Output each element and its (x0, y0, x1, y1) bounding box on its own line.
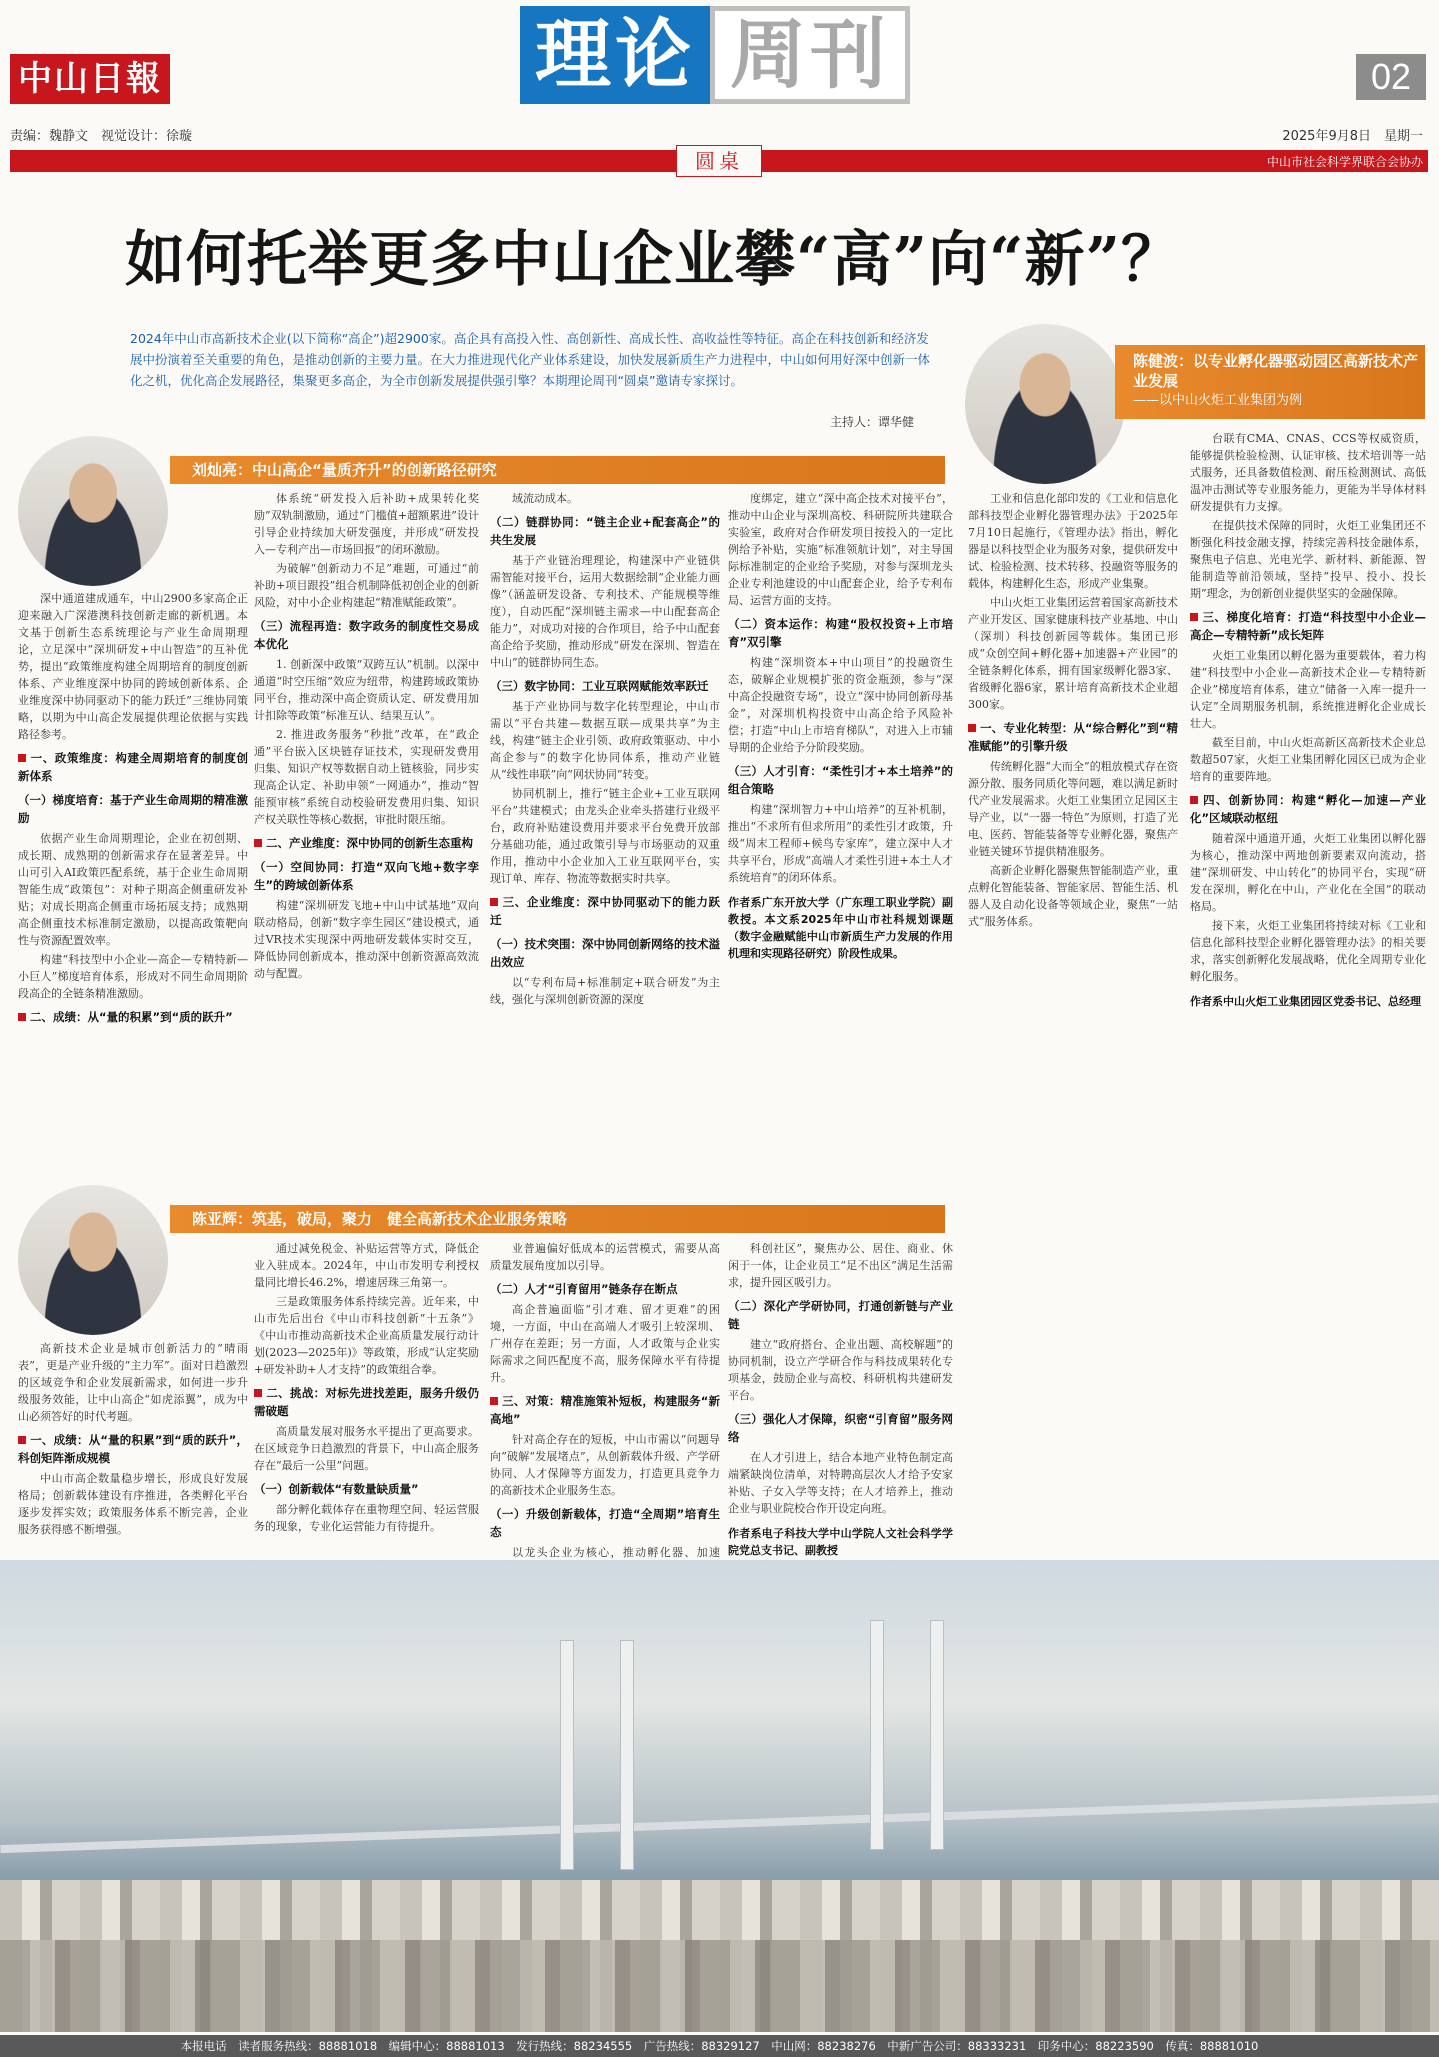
body-paragraph: 协同机制上，推行“链主企业+工业互联网平台”共建模式；由龙头企业牵头搭建行业级平台，政府补贴建设费用并要求平台免费开放部分基础功能，通过政策引导与市场驱动的双重作用，推动中小企业加入工业互联网平台，实现订单、库存、物流等数据实时共享。 (490, 787, 720, 885)
body-paragraph: 接下来，火炬工业集团将持续对标《工业和信息化部科技型企业孵化器管理办法》的相关要求，落实创新孵化发展战略，优化全周期专业化孵化服务。 (1190, 919, 1426, 983)
section-brand-right: 周刊 (710, 6, 910, 104)
section-heading (490, 1392, 720, 1428)
section-marker-icon (18, 1013, 26, 1021)
organizer-credit: 中山市社会科学界联合会协办 (1266, 155, 1423, 169)
section-marker-icon (1190, 796, 1198, 804)
body-paragraph: 依据产业生命周期理论，企业在初创期、成长期、成熟期的创新需求存在显著差异。中山可引入AI政策匹配系统，基于企业生命周期智能生成“政策包”：对种子期高企侧重研发补贴；对成长期高企侧重市场拓展支持；成熟期高企侧重技术标准制定激励，以提高政策靶向性与资源配置效率。 (18, 832, 248, 947)
column-name: 圆桌 (676, 145, 762, 177)
bridge-cityscape-photo (0, 1560, 1439, 2032)
bridge-tower (620, 1640, 634, 1870)
section-heading (490, 893, 720, 929)
section-heading (1190, 791, 1426, 827)
subsection-heading: （三）数字协同：工业互联网赋能效率跃迁 (490, 679, 709, 693)
section-heading-text: 四、创新协同：构建“孵化—加速—产业化”区域联动枢纽 (1190, 793, 1426, 825)
section-marker-icon (254, 839, 262, 847)
subsection-heading: （一）创新载体“有数量缺质量” (254, 1482, 419, 1496)
body-paragraph: 中山火炬工业集团运营着国家高新技术产业开发区、国家健康科技产业基地、中山（深圳）科技创新园等载体。集团已形成“众创空间+孵化器+加速器+产业园”的全链条孵化体系，拥有国家级孵化器3家、省级孵化器6家，累计培育高新技术企业超300家。 (968, 596, 1178, 711)
section-heading-text: 三、梯度化培育：打造“科技型中小企业—高企—专精特新”成长矩阵 (1190, 610, 1426, 642)
article-column (254, 490, 479, 1190)
subsection-heading: （三）流程再造：数字政务的制度性交易成本优化 (254, 619, 479, 651)
body-paragraph: 高企普遍面临“引才难、留才更难”的困境，一方面，中山在高端人才吸引上较深圳、广州存在差距；另一方面，人才政策与企业实际需求之间匹配度不高，服务保障水平有待提升。 (490, 1303, 720, 1384)
body-paragraph: 传统孵化器“大而全”的粗放模式存在资源分散、服务同质化等问题，难以满足新时代产业发展需求。火炬工业集团立足园区主导产业，以“一器一特色”为原则，打造了光电、医药、智能装备等专业孵化器，聚焦产业链关键环节提供精准服务。 (968, 760, 1178, 858)
article-column (490, 490, 720, 1190)
subsection-heading: （二）深化产学研协同，打通创新链与产业链 (728, 1299, 953, 1331)
article-column (490, 1240, 720, 1580)
body-paragraph: 通过减免税金、补贴运营等方式，降低企业入驻成本。2024年，中山市发明专利授权量同比增长46.2%，增速居珠三角第一。 (254, 1242, 479, 1289)
bridge-deck (0, 1795, 1438, 1853)
speaker-heading-chenjian (1115, 345, 1425, 419)
editors-line: 责编：魏静文 视觉设计：徐璇 (10, 129, 193, 144)
portrait-chen-yahui (18, 1185, 168, 1335)
speaker-heading-chenjian-title: 陈健波：以专业孵化器驱动园区高新技术产业发展 (1133, 352, 1419, 390)
section-heading (254, 1384, 479, 1420)
body-paragraph: 在人才引进上，结合本地产业特色制定高端紧缺岗位清单，对特聘高层次人才给予安家补贴、子女入学等支持；在人才培养上，推动企业与职业院校合作开设定向班。 (728, 1451, 953, 1515)
body-paragraph: 工业和信息化部印发的《工业和信息化部科技型企业孵化器管理办法》于2025年7月10日起施行，《管理办法》指出，孵化器是以科技型企业为服务对象，提供研发中试、检验检测、技术转移、投融资等服务的载体，构建孵化生态，形成产业集聚。 (968, 492, 1178, 590)
section-marker-icon (968, 724, 976, 732)
body-paragraph: 体系统“研发投入后补助+成果转化奖励”双轨制激励，通过“门槛值+超额累进”设计引导企业持续加大研发强度，并形成“研发投入—专利产出—市场回报”的闭环激励。 (254, 492, 479, 556)
portrait-chen-jianbo (965, 324, 1125, 484)
city-foreground (0, 1940, 1439, 2032)
section-marker-icon (18, 1436, 26, 1444)
section-heading-text: 三、对策：精准施策补短板，构建服务“新高地” (490, 1394, 720, 1426)
section-marker-icon (490, 898, 498, 906)
body-paragraph: 基于产业协同与数字化转型理论，中山市需以“平台共建—数据互联—成果共享”为主线，构建“链主企业引领、政府政策驱动、中小高企参与”的数字化协同体系，推动产业链从“线性串联”向“网状协同”转变。 (490, 700, 720, 781)
body-paragraph: 随着深中通道开通，火炬工业集团以孵化器为核心，推动深中两地创新要素双向流动，搭建“深圳研发、中山转化”的协同平台，实现“研发在深圳，孵化在中山，产业化在全国”的联动格局。 (1190, 832, 1426, 913)
page-number: 02 (1356, 54, 1426, 100)
section-heading-text: 二、产业维度：深中协同的创新生态重构 (266, 836, 473, 850)
body-paragraph: 2. 推进政务服务“秒批”改革，在“政企通”平台嵌入区块链存证技术，实现研发费用归集、知识产权等数据自动上链核验，同步实现高企认定、补助申领“一网通办”，推动“智能预审核”系统自动校验研发费用归集、知识产权关联性等核心数据，审批时限压缩。 (254, 728, 479, 826)
body-paragraph: 深中通道建成通车，中山2900多家高企正迎来融入广深港澳科技创新走廊的新机遇。本文基于创新生态系统理论与产业生命周期理论，立足深中“深圳研发+中山智造”的互补优势，提出“政策维度构建全周期培育的制度创新体系、产业维度深中协同的跨域创新体系、企业维度深中协同驱动下的能力跃迁”三维协同策略，以期为中山高企发展提供理论依据与实践路径参考。 (18, 592, 248, 741)
section-heading (254, 834, 479, 852)
speaker-heading-chen: 陈亚辉：筑基，破局，聚力 健全高新技术企业服务策略 (170, 1205, 945, 1233)
body-paragraph: 针对高企存在的短板，中山市需以“问题导向”破解“发展堵点”，从创新载体升级、产学研协同、人才保障等方面发力，打造更具竞争力的高新技术企业服务生态。 (490, 1433, 720, 1497)
section-marker-icon (18, 754, 26, 762)
section-brand-left: 理论 (520, 6, 710, 104)
article-column (728, 1240, 953, 1580)
page-title: 如何托举更多中山企业攀“高”向“新”？ (125, 225, 1183, 295)
body-paragraph: 以“专利布局+标准制定+联合研发”为主线，强化与深圳创新资源的深度 (490, 976, 720, 1006)
section-marker-icon (254, 1389, 262, 1397)
body-paragraph: 1. 创新深中政策“双跨互认”机制。以深中通道“时空压缩”效应为纽带，构建跨域政策协同平台，推动深中高企资质认定、研发费用加计扣除等政策“标准互认、结果互认”。 (254, 658, 479, 722)
subsection-heading: （一）升级创新载体，打造“全周期”培育生态 (490, 1507, 720, 1539)
section-heading-text: 二、挑战：对标先进找差距，服务升级仍需破题 (254, 1386, 479, 1418)
section-heading (18, 1431, 248, 1467)
article-column (18, 590, 248, 1190)
bridge-tower (930, 1620, 944, 1850)
author-note: 作者系中山火炬工业集团园区党委书记、总经理 (1190, 995, 1421, 1008)
article-column (18, 1340, 248, 1580)
speaker-heading-liu: 刘灿亮：中山高企“量质齐升”的创新路径研究 (170, 456, 945, 484)
speaker-heading-chenjian-subtitle: ——以中山火炬工业集团为例 (1133, 393, 1303, 408)
body-paragraph: 以龙头企业为核心，推动孵化器、加速 (512, 1546, 720, 1559)
article-column (254, 1240, 479, 1580)
subsection-heading: （三）强化人才保障，织密“引育留”服务网络 (728, 1412, 953, 1444)
section-heading (18, 1008, 248, 1026)
subsection-heading: （一）空间协同：打造“双向飞地+数字孪生”的跨域创新体系 (254, 860, 479, 892)
subsection-heading: （二）人才“引育留用”链条存在断点 (490, 1282, 678, 1296)
body-paragraph: 高质量发展对服务水平提出了更高要求。在区域竞争日趋激烈的背景下，中山高企服务存在“最后一公里”问题。 (254, 1425, 479, 1472)
newspaper-logo: 中山日報 (10, 54, 170, 104)
host-credit: 主持人：谭华健 (830, 415, 915, 429)
body-paragraph: 在提供技术保障的同时，火炬工业集团还不断强化科技金融支撑，持续完善科技金融体系，聚焦电子信息、光电光学、新材料、新能源、智能制造等前沿领域，坚持“投早、投小、投长期”理念，为创新创业提供坚实的金融保障。 (1190, 519, 1426, 600)
subsection-heading: （一）技术突围：深中协同创新网络的技术溢出效应 (490, 937, 720, 969)
section-heading-text: 二、成绩：从“量的积累”到“质的跃升” (30, 1010, 233, 1024)
body-paragraph: 三是政策服务体系持续完善。近年来，中山市先后出台《中山市科技创新“十五条”》《中山市推动高新技术企业高质量发展行动计划(2023—2025年)》等政策，形成“认定奖励+研发补助+人才支持”的政策组合拳。 (254, 1295, 479, 1376)
section-heading-text: 三、企业维度：深中协同驱动下的能力跃迁 (490, 895, 720, 927)
article-column (1190, 430, 1426, 1580)
body-paragraph: 度绑定，建立“深中高企技术对接平台”，推动中山企业与深圳高校、科研院所共建联合实验室，政府对合作研发项目按投入的一定比例给予补贴，实施“标准领航计划”，对主导国际标准制定的企业给予奖励，对参与深圳龙头企业专利池建设的中山配套企业，给予专利布局、运营方面的支持。 (728, 492, 953, 607)
dateline: 2025年9月8日 星期一 (1282, 129, 1423, 144)
section-marker-icon (490, 1397, 498, 1405)
section-marker-icon (1190, 613, 1198, 621)
body-paragraph: 构建“深圳资本+中山项目”的投融资生态，破解企业规模扩张的资金瓶颈，参与“深中高企投融资专场”，设立“深中协同创新母基金”，对深圳机构投资中山高企给予风险补偿；打造“中山上市培育梯队”，对进入上市辅导期的企业给予分阶段奖励。 (728, 656, 953, 754)
body-paragraph: 中山市高企数量稳步增长，形成良好发展格局；创新载体建设有序推进，各类孵化平台逐步发挥实效；政策服务体系不断完善，企业服务获得感不断增强。 (18, 1472, 248, 1536)
bridge-tower (870, 1620, 884, 1850)
body-paragraph: 高新技术企业是城市创新活力的“晴雨表”，更是产业升级的“主力军”。面对日趋激烈的区域竞争和企业发展新需求，如何进一步升级服务效能，让中山高企“如虎添翼”，成为中山必须答好的时代考题。 (18, 1342, 248, 1423)
body-paragraph: 构建“科技型中小企业—高企—专精特新—小巨人”梯度培育体系，形成对不同生命周期阶段高企的全链条精准激励。 (18, 953, 248, 1000)
subsection-heading: （二）链群协同：“链主企业+配套高企”的共生发展 (490, 515, 720, 547)
section-heading-text: 一、专业化转型：从“综合孵化”到“精准赋能”的引擎升级 (968, 721, 1178, 753)
body-paragraph: 火炬工业集团以孵化器为重要载体，着力构建“科技型中小企业—高新技术企业—专精特新企业”梯度培育体系，建立“储备一入库一提升一认定”全周期服务机制，系统推进孵化企业成长壮大。 (1190, 649, 1426, 730)
article-column (728, 490, 953, 1190)
section-heading (18, 749, 248, 785)
body-paragraph: 基于产业链治理理论，构建深中产业链供需智能对接平台，运用大数据绘制“企业能力画像”（涵盖研发设备、专利技术、产能规模等维度），自动匹配“深圳链主需求—中山配套高企能力”，对成功对接的合作项目，给予中山配套高企给予奖励，推动形成“研发在深圳、智造在中山”的链群协同生态。 (490, 554, 720, 669)
body-paragraph: 科创社区”，聚焦办公、居住、商业、休闲于一体，让企业员工“足不出区”满足生活需求，提升园区吸引力。 (728, 1242, 953, 1289)
body-paragraph: 高新企业孵化器聚焦智能制造产业，重点孵化智能装备、智能家居、智能生活、机器人及自动化设备等领域企业，聚焦“一站式”服务体系。 (968, 864, 1178, 928)
body-paragraph: 域流动成本。 (512, 492, 578, 505)
section-heading (968, 719, 1178, 755)
subsection-heading: （二）资本运作：构建“股权投资+上市培育”双引擎 (728, 617, 953, 649)
section-heading-text: 一、政策维度：构建全周期培育的制度创新体系 (18, 751, 248, 783)
body-paragraph: 为破解“创新动力不足”难题，可通过“前补助+项目跟投”组合机制降低初创企业的创新风险，对中小企业构建起“精准赋能政策”。 (254, 562, 479, 609)
body-paragraph: 部分孵化载体存在重物理空间、轻运营服务的现象，专业化运营能力有待提升。 (254, 1503, 479, 1533)
author-note: 作者系电子科技大学中山学院人文社会科学学院党总支书记、副教授 (728, 1527, 953, 1557)
author-note: 作者系广东开放大学（广东理工职业学院）副教授。本文系2025年中山市社科规划课题（数字金融赋能中山市新质生产力发展的作用机理和实现路径研究）阶段性成果。 (728, 896, 953, 960)
body-paragraph: 业普遍偏好低成本的运营模式，需要从高质量发展角度加以引导。 (490, 1242, 720, 1272)
body-paragraph: 截至目前，中山火炬高新区高新技术企业总数超507家，火炬工业集团孵化园区已成为企业培育的重要阵地。 (1190, 736, 1426, 783)
subsection-heading: （三）人才引育：“柔性引才+本土培养”的组合策略 (728, 764, 953, 796)
portrait-liu-canliang (18, 436, 168, 586)
subsection-heading: （一）梯度培育：基于产业生命周期的精准激励 (18, 793, 248, 825)
article-column (968, 490, 1178, 1580)
footer-contacts: 本报电话 读者服务热线：88881018 编辑中心：88881013 发行热线：88234555 广告热线：88329127 中山网：88238276 中新广告公司：88333231 印务中心：88223590 传真：88881010 (0, 2035, 1439, 2057)
section-heading-text: 一、成绩：从“量的积累”到“质的跃升”，科创矩阵渐成规模 (18, 1433, 248, 1465)
bridge-tower (560, 1640, 574, 1870)
section-heading (1190, 608, 1426, 644)
body-paragraph: 台联有CMA、CNAS、CCS等权威资质，能够提供检验检测、认证审核、技术培训等一站式服务，还具备数值检测、耐压检测测试、高低温冲击测试等专业服务能力，更能为半导体材料研发提供有力支撑。 (1190, 432, 1426, 513)
body-paragraph: 构建“深圳研发飞地+中山中试基地”双向联动格局，创新“数字孪生园区”建设模式，通过VR技术实现深中两地研发载体实时交互，降低协同创新成本，推动深中创新资源高效流动与配置。 (254, 899, 479, 980)
body-paragraph: 建立“政府搭台、企业出题、高校解题”的协同机制，设立产学研合作与科技成果转化专项基金，鼓励企业与高校、科研机构共建研发平台。 (728, 1338, 953, 1402)
lead-paragraph: 2024年中山市高新技术企业(以下简称“高企”)超2900家。高企具有高投入性、高创新性、高成长性、高收益性等特征。高企在科技创新和经济发展中扮演着至关重要的角色，是推动创新的主要力量。在大力推进现代化产业体系建设，加快发展新质生产力进程中，中山如何用好深中创新一体化之机，优化高企发展路径，集聚更多高企，为全市创新发展提供强引擎？本期理论周刊“圆桌”邀请专家探讨。 (130, 331, 931, 388)
body-paragraph: 构建“深圳智力+中山培养”的互补机制，推出“不求所有但求所用”的柔性引才政策，升级“周末工程师+候鸟专家库”，建立深中人才共享平台，形成“高端人才柔性引进+本土人才系统培育”的闭环体系。 (728, 803, 953, 884)
